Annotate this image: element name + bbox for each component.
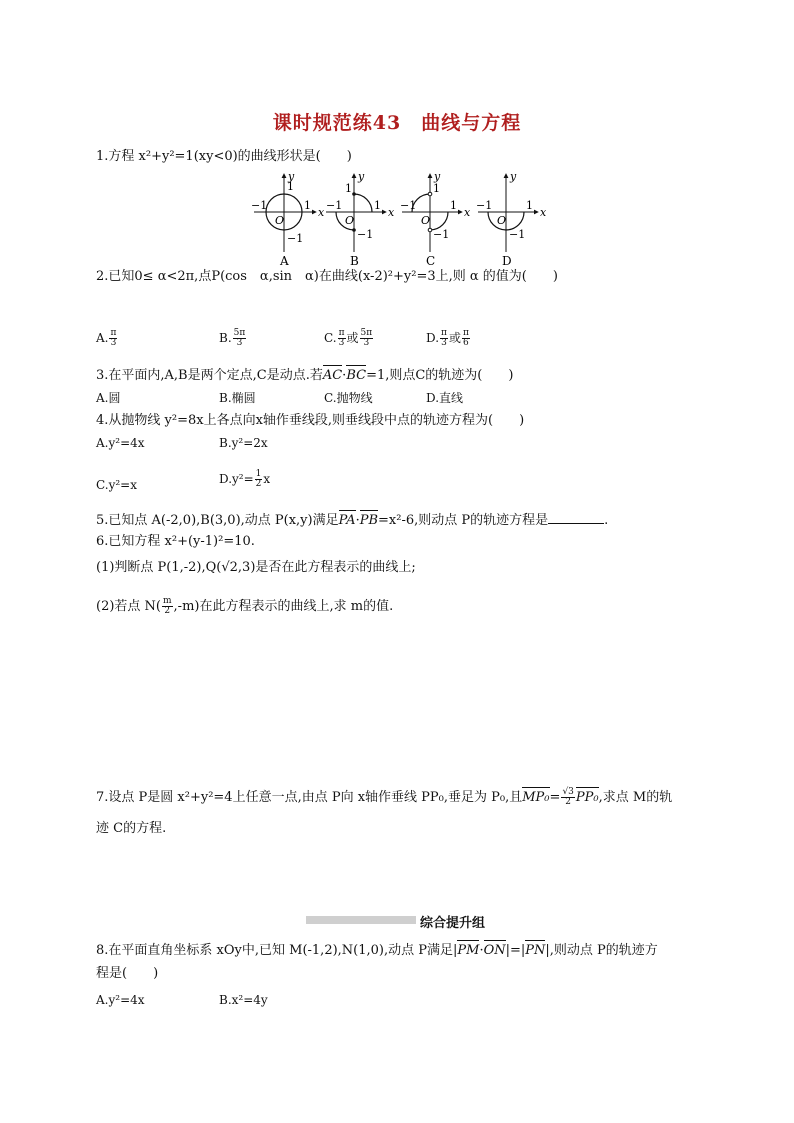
q8-option-a: A.y²=4x xyxy=(96,993,145,1007)
graph-c xyxy=(400,170,471,265)
q2-option-a: A. $\frac{\pi}{3}$ xyxy=(96,328,117,348)
graph-d xyxy=(476,170,547,265)
q8-option-b: B.x²=4y xyxy=(219,993,268,1007)
answer-blank xyxy=(548,511,604,524)
graph-option-label: C xyxy=(426,254,436,265)
graph-option-label: A xyxy=(280,254,289,265)
q4-option-c: C.y²=x xyxy=(96,478,137,492)
tick-label: 1 xyxy=(287,180,294,193)
x-label: x xyxy=(318,206,325,219)
y-label: y xyxy=(288,170,295,183)
question-6-part-2: (2)若点 N( $\frac{m}{2}$ ,-m)在此方程表示的曲线上,求 m的值. xyxy=(96,596,394,616)
question-4: 4.从抛物线 y²=8x上各点向x轴作垂线段,则垂线段中点的轨迹方程为( ) xyxy=(96,413,525,428)
page-title: 课时规范练43 曲线与方程 xyxy=(272,112,522,134)
vector-mp0: MP₀ xyxy=(522,790,550,805)
tick-label: −1 xyxy=(326,199,343,212)
tick-label: −1 xyxy=(476,199,493,212)
x-label: x xyxy=(464,206,471,219)
y-label: y xyxy=(434,170,441,183)
vector-pb: PB xyxy=(359,513,379,528)
tick-label: −1 xyxy=(400,199,417,212)
q3-option-d: D.直线 xyxy=(426,391,464,405)
x-label: x xyxy=(540,206,547,219)
question-7: 7.设点 P是圆 x²+y²=4上任意一点,由点 P向 x轴作垂线 PP₀,垂足为 P₀,且MP₀= $\frac{√3}{2}$ PP₀,求点 M的轨 xyxy=(96,787,673,807)
question-7-line-2: 迹 C的方程. xyxy=(96,821,167,836)
graph-b xyxy=(326,170,395,265)
tick-label: 1 xyxy=(374,199,381,212)
question-2: 2.已知0≤ α<2π,点P(cos α,sin α)在曲线(x-2)²+y²=3上,则 α 的值为( ) xyxy=(96,269,558,284)
y-label: y xyxy=(510,170,517,183)
vector-pn: PN xyxy=(525,943,546,958)
q3-option-b: B.椭圆 xyxy=(219,391,256,405)
origin-label: O xyxy=(275,214,285,227)
vector-ac: AC xyxy=(322,368,343,383)
q2-option-d: D. $\frac{\pi}{3}$ 或 $\frac{\pi}{6}$ xyxy=(426,328,469,348)
y-label: y xyxy=(358,170,365,183)
origin-label: O xyxy=(497,214,507,227)
tick-label: −1 xyxy=(357,228,374,241)
q2-option-c: C. $\frac{\pi}{3}$ 或 $\frac{5\pi}{3}$ xyxy=(324,328,373,348)
vector-pa: PA xyxy=(338,513,356,528)
tick-label: −1 xyxy=(509,228,526,241)
q2-option-b: B. $\frac{5\pi}{3}$ xyxy=(219,328,246,348)
q3-option-c: C.抛物线 xyxy=(324,391,373,405)
tick-label: −1 xyxy=(433,228,450,241)
tick-label: −1 xyxy=(251,199,268,212)
vector-pp0: PP₀ xyxy=(575,790,599,805)
question-3: 3.在平面内,A,B是两个定点,C是动点.若AC·BC=1,则点C的轨迹为( ) xyxy=(96,368,514,383)
graph-option-label: B xyxy=(350,254,359,265)
graph-option-label: D xyxy=(502,254,512,265)
question-5: 5.已知点 A(-2,0),B(3,0),动点 P(x,y)满足PA·PB=x²-6,则动点 P的轨迹方程是 . xyxy=(96,513,609,528)
question-6-part-1: (1)判断点 P(1,-2),Q(√2,3)是否在此方程表示的曲线上; xyxy=(96,560,416,575)
question-8: 8.在平面直角坐标系 xOy中,已知 M(-1,2),N(1,0),动点 P满足|PM·ON|=|PN|,则动点 P的轨迹方 xyxy=(96,943,658,958)
question-6: 6.已知方程 x²+(y-1)²=10. xyxy=(96,534,255,549)
q4-option-a: A.y²=4x xyxy=(96,436,145,450)
vector-bc: BC xyxy=(346,368,367,383)
graph-a xyxy=(251,170,325,265)
tick-label: 1 xyxy=(526,199,533,212)
vector-on: ON xyxy=(483,943,506,958)
section-divider xyxy=(306,916,416,924)
q4-option-b: B.y²=2x xyxy=(219,436,268,450)
tick-label: 1 xyxy=(304,199,311,212)
q3-option-a: A.圆 xyxy=(96,391,121,405)
tick-label: 1 xyxy=(433,182,440,195)
question-1: 1.方程 x²+y²=1(xy<0)的曲线形状是( ) xyxy=(96,149,352,164)
tick-label: 1 xyxy=(345,182,352,195)
origin-label: O xyxy=(421,214,431,227)
section-title: 综合提升组 xyxy=(420,916,486,931)
x-label: x xyxy=(388,206,395,219)
tick-label: 1 xyxy=(450,199,457,212)
origin-label: O xyxy=(345,214,355,227)
tick-label: −1 xyxy=(287,232,304,245)
vector-pm: PM xyxy=(457,943,480,958)
q1-graph-options xyxy=(248,170,548,265)
q4-option-d: D.y²= $\frac{1}{2}$ x xyxy=(219,469,271,489)
question-8-line-2: 程是( ) xyxy=(96,966,159,981)
